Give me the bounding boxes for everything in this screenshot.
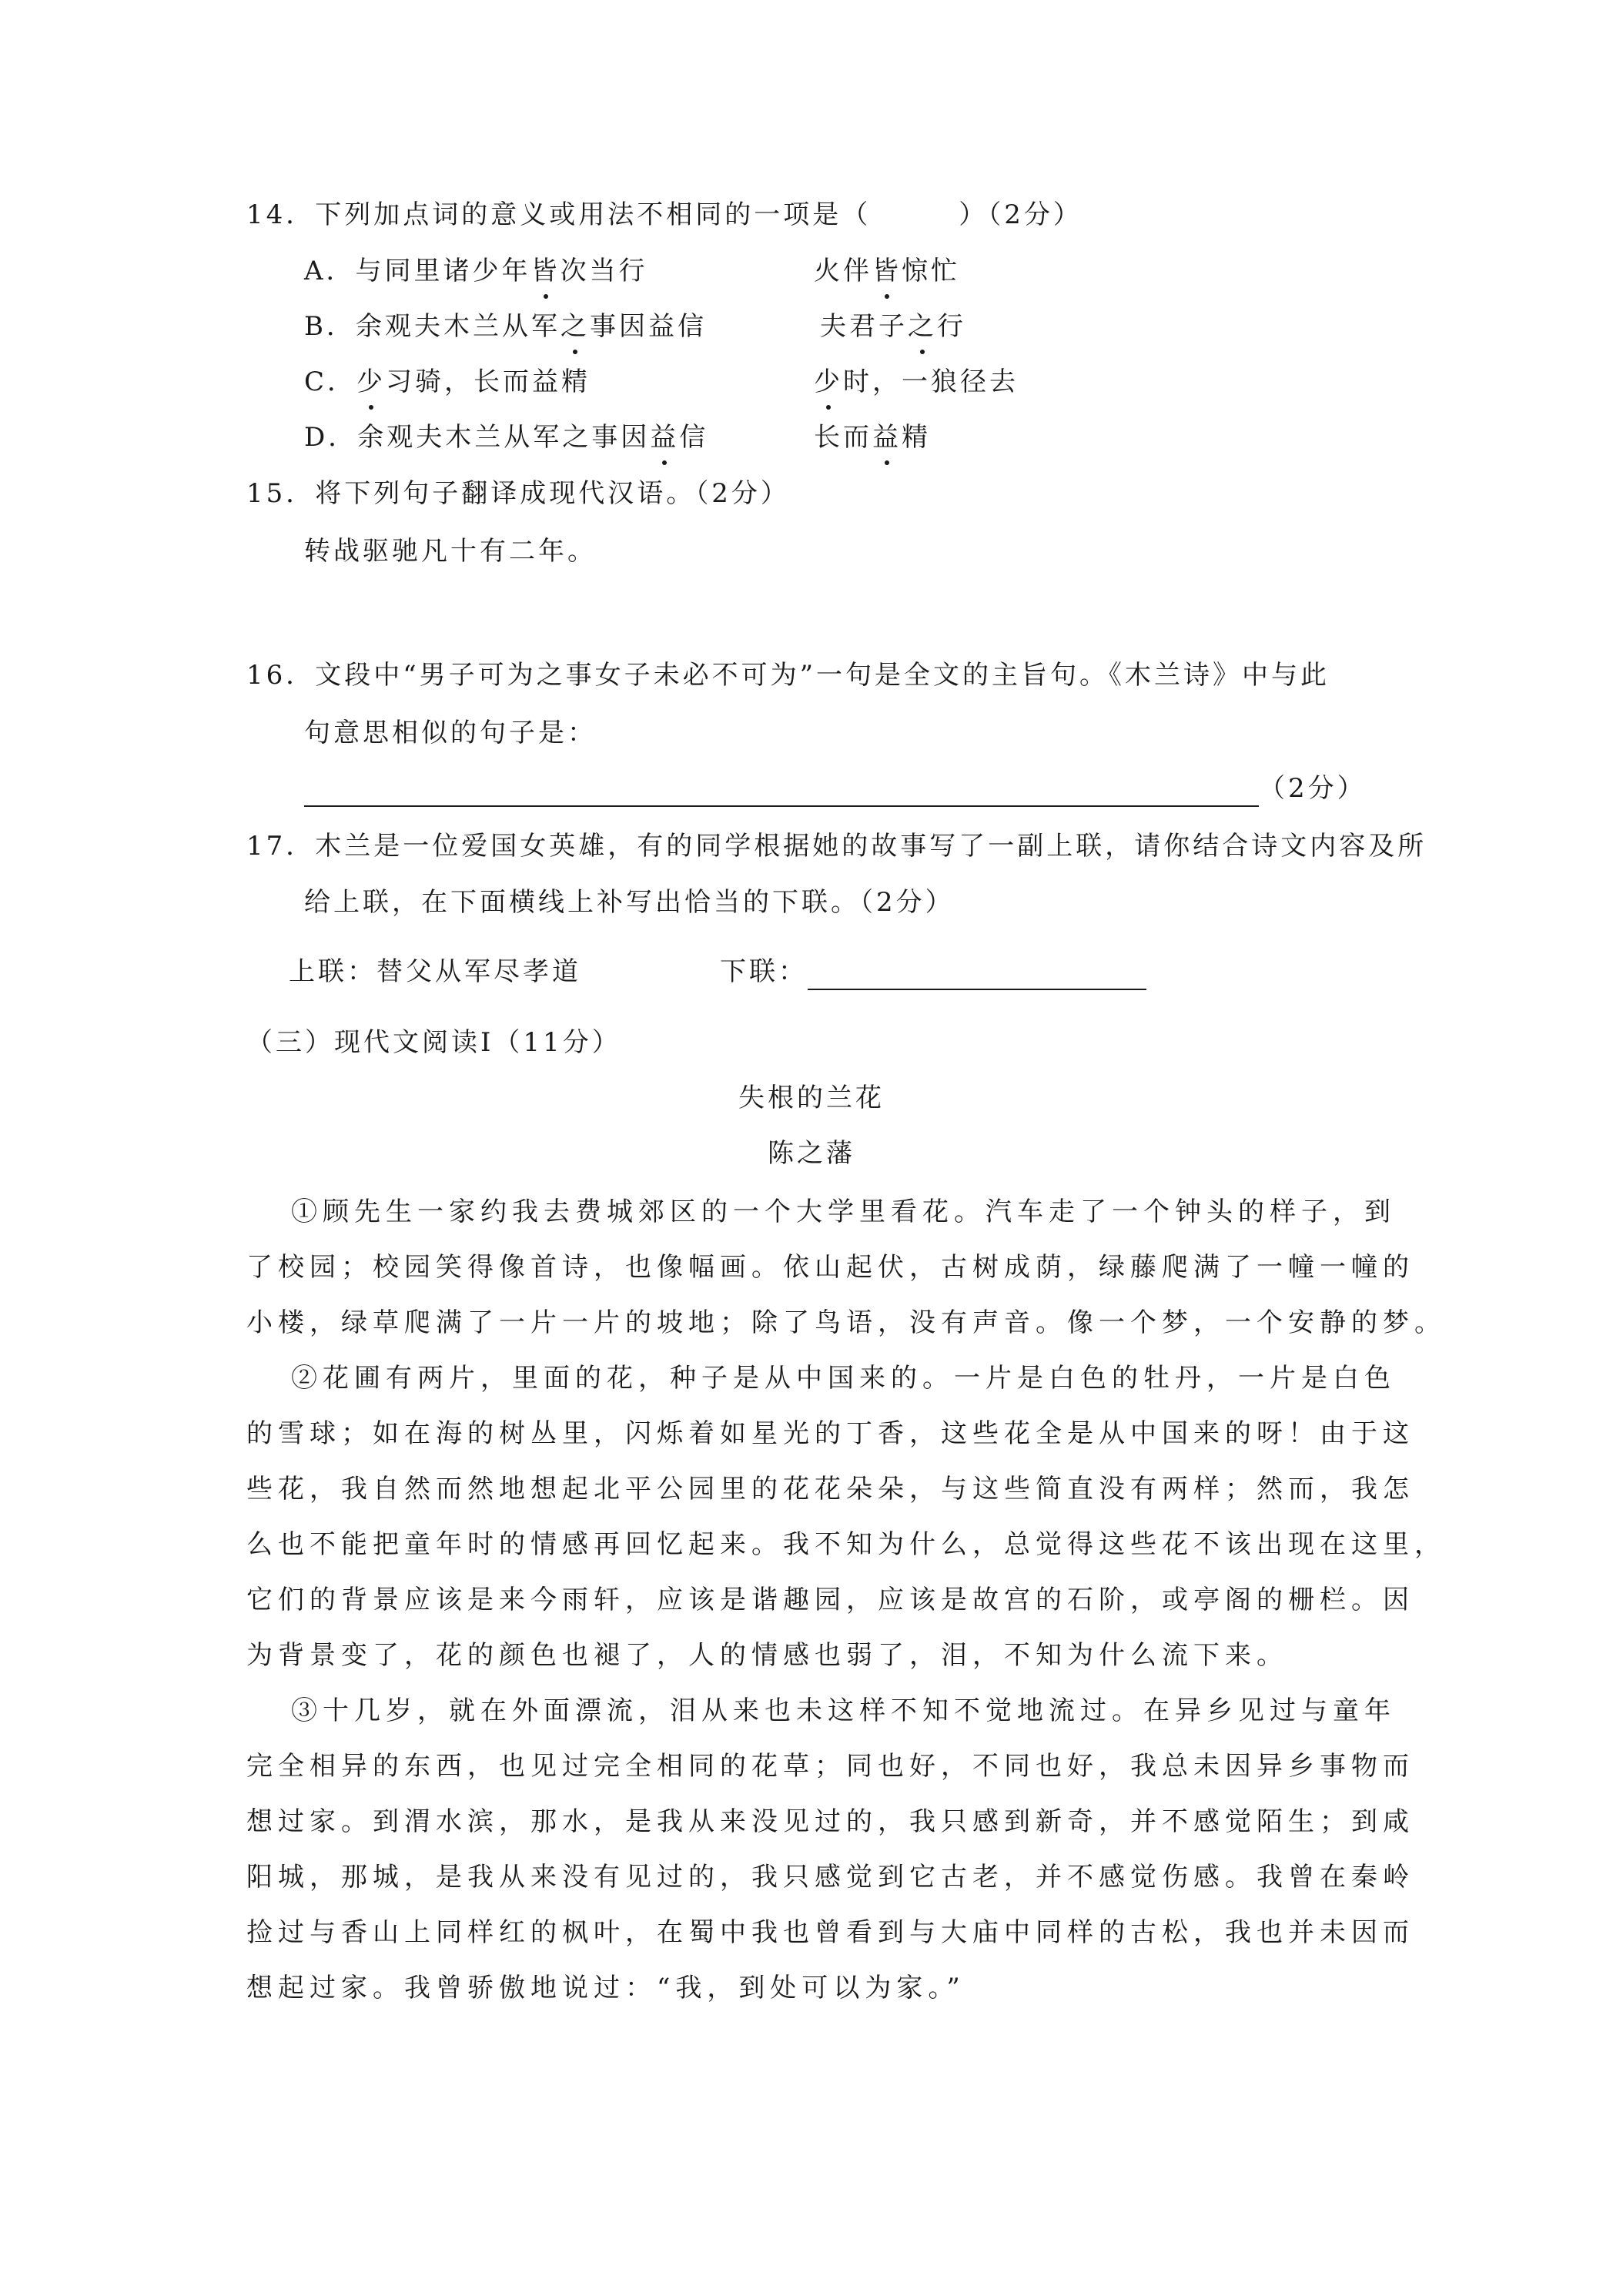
article-line: ①顾先生一家约我去费城郊区的一个大学里看花。汽车走了一个钟头的样子，到 bbox=[291, 1197, 1396, 1227]
q14-option-b-compare: 夫君子之行 bbox=[820, 308, 966, 345]
article-line: 的雪球；如在海的树丛里，闪烁着如星光的丁香，这些花全是从中国来的呀！由于这 bbox=[246, 1418, 1414, 1449]
article-line: 为背景变了，花的颜色也褪了，人的情感也弱了，泪，不知为什么流下来。 bbox=[246, 1640, 1288, 1671]
section3-heading: （三）现代文阅读Ⅰ（11分） bbox=[246, 1027, 621, 1058]
emphasis-dot-char: 益 bbox=[650, 419, 679, 456]
article-line: 它们的背景应该是来今雨轩，应该是谐趣园，应该是故宫的石阶，或亭阁的栅栏。因 bbox=[246, 1585, 1414, 1615]
q14-option-b: B．余观夫木兰从军之事因益信 bbox=[304, 308, 707, 345]
emphasis-dot-char: 益 bbox=[872, 419, 902, 456]
article-title: 失根的兰花 bbox=[738, 1083, 885, 1113]
q14-option-a: A．与同里诸少年皆次当行 bbox=[304, 253, 648, 290]
emphasis-dot-char: 皆 bbox=[872, 253, 902, 290]
q17-line2: 给上联，在下面横线上补写出恰当的下联。（2分） bbox=[304, 887, 955, 918]
emphasis-dot-char: 少 bbox=[814, 363, 843, 400]
q17-answer-blank[interactable] bbox=[808, 962, 1146, 990]
article-line: 捡过与香山上同样红的枫叶，在蜀中我也曾看到与大庙中同样的古松，我也并未因而 bbox=[246, 1917, 1414, 1948]
q16-line2: 句意思相似的句子是： bbox=[304, 718, 597, 748]
article-line: ③十几岁，就在外面漂流，泪从来也未这样不知不觉地流过。在异乡见过与童年 bbox=[291, 1695, 1396, 1726]
q16-line1: 16．文段中“男子可为之事女子未必不可为”一句是全文的主旨句。《木兰诗》中与此 bbox=[246, 660, 1330, 691]
emphasis-dot-char: 少 bbox=[356, 363, 386, 400]
emphasis-dot-char: 皆 bbox=[531, 253, 561, 290]
q15-sentence: 转战驱驰凡十有二年。 bbox=[304, 536, 597, 567]
q17-upper-couplet: 上联：替父从军尽孝道 bbox=[289, 956, 581, 987]
q17-lower-couplet-row: 下联： bbox=[720, 953, 1146, 990]
article-line: 些花，我自然而然地想起北平公园里的花花朵朵，与这些简直没有两样；然而，我怎 bbox=[246, 1474, 1414, 1504]
article-line: 想起过家。我曾骄傲地说过：“我，到处可以为家。” bbox=[246, 1973, 965, 2003]
q15-stem: 15．将下列句子翻译成现代汉语。（2分） bbox=[246, 478, 790, 509]
article-line: 小楼，绿草爬满了一片一片的坡地；除了鸟语，没有声音。像一个梦，一个安静的梦。 bbox=[246, 1307, 1446, 1338]
article-line: 么也不能把童年时的情感再回忆起来。我不知为什么，总觉得这些花不该出现在这里， bbox=[246, 1529, 1446, 1560]
article-author: 陈之藩 bbox=[768, 1138, 855, 1169]
q17-line1: 17．木兰是一位爱国女英雄，有的同学根据她的故事写了一副上联，请你结合诗文内容及所 bbox=[246, 831, 1427, 862]
q14-option-a-compare: 火伴皆惊忙 bbox=[814, 253, 960, 290]
article-line: 阳城，那城，是我从来没有见过的，我只感觉到它古老，并不感觉伤感。我曾在秦岭 bbox=[246, 1862, 1414, 1893]
emphasis-dot-char: 之 bbox=[561, 308, 590, 345]
q14-option-c: C．少习骑，长而益精 bbox=[304, 363, 591, 400]
q16-answer-blank[interactable] bbox=[304, 779, 1259, 807]
q14-option-c-compare: 少时，一狼径去 bbox=[814, 363, 1019, 400]
article-line: 了校园；校园笑得像首诗，也像幅画。依山起伏，古树成荫，绿藤爬满了一幢一幢的 bbox=[246, 1252, 1414, 1283]
article-line: 完全相异的东西，也见过完全相同的花草；同也好，不同也好，我总未因异乡事物而 bbox=[246, 1751, 1414, 1782]
q16-answer-row: （2分） bbox=[304, 770, 1367, 807]
q14-option-d-compare: 长而益精 bbox=[814, 419, 931, 456]
emphasis-dot-char: 之 bbox=[908, 308, 937, 345]
article-line: 想过家。到渭水滨，那水，是我从来没见过的，我只感到新奇，并不感觉陌生；到咸 bbox=[246, 1806, 1414, 1837]
q14-stem: 14．下列加点词的意义或用法不相同的一项是（ ）（2分） bbox=[246, 199, 1083, 230]
article-line: ②花圃有两片，里面的花，种子是从中国来的。一片是白色的牡丹，一片是白色 bbox=[291, 1363, 1396, 1394]
q14-option-d: D．余观夫木兰从军之事因益信 bbox=[304, 419, 708, 456]
